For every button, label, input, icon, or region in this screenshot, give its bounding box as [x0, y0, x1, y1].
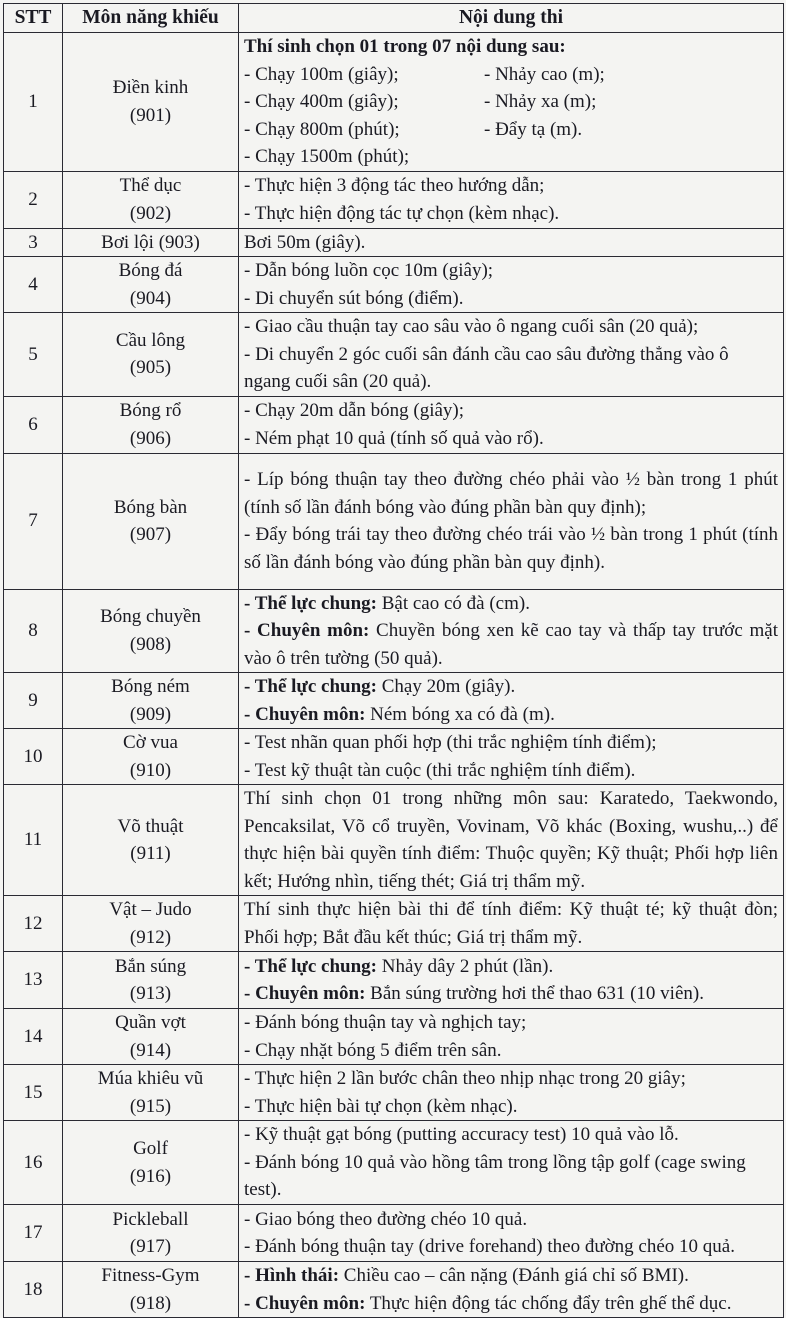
row-number: 12	[4, 896, 63, 952]
subject-name: Điền kinh	[112, 77, 189, 99]
subject-cell	[63, 257, 239, 313]
content-cell	[239, 1065, 784, 1121]
table-row	[4, 896, 784, 952]
row-number: 8	[4, 589, 63, 673]
row-number: 3	[4, 228, 63, 257]
content-line: - Líp bóng thuận tay theo đường chéo phải vào ½ bàn trong 1 phút (tính số lần đánh bóng vào đúng phần bàn quy định);	[244, 469, 778, 518]
content-cell	[239, 453, 784, 589]
subject-cell	[63, 896, 239, 952]
content-line: - Giao bóng theo đường chéo 10 quả.	[244, 1208, 528, 1230]
table-row	[4, 396, 784, 453]
content-line: - Đẩy bóng trái tay theo đường chéo trái vào ½ bàn trong 1 phút (tính số lần đánh bóng vào đúng phần bàn quy định).	[244, 524, 778, 573]
content-line: - Chạy 1500m (phút);	[244, 146, 410, 167]
subject-code: (914)	[129, 1039, 172, 1061]
content-cell	[239, 673, 784, 729]
content-cell	[239, 313, 784, 397]
content-text: Nhảy dây 2 phút (lần).	[376, 955, 554, 977]
table-row	[4, 1121, 784, 1205]
content-label: - Chuyên môn:	[244, 703, 366, 725]
subject-cell	[63, 1262, 239, 1318]
row-number: 5	[4, 313, 63, 397]
subject-cell	[63, 673, 239, 729]
content-text: Bật cao có đà (cm).	[376, 592, 530, 614]
content-line: - Chạy 100m (giây);	[244, 63, 399, 85]
row-number: 10	[4, 729, 63, 785]
subject-code: (905)	[129, 357, 172, 379]
subject-cell	[63, 729, 239, 785]
content-line	[244, 980, 778, 1008]
content-text: Chiều cao – cân nặng (Đánh giá chỉ số BMI).	[339, 1265, 689, 1286]
content-line: - Chạy 800m (phút);	[244, 118, 400, 140]
content-line: - Test kỹ thuật tàn cuộc (thi trắc nghiệm tính điểm).	[244, 759, 636, 781]
subject-name: Thể dục	[119, 175, 182, 196]
subject-cell	[63, 396, 239, 453]
row-number: 7	[4, 453, 63, 589]
table-row	[4, 313, 784, 397]
subject-cell	[63, 1009, 239, 1065]
content-line: - Test nhãn quan phối hợp (thi trắc nghiệm tính điểm);	[244, 732, 657, 753]
subject-cell	[63, 33, 239, 172]
content-line: - Giao cầu thuận tay cao sâu vào ô ngang cuối sân (20 quả);	[244, 316, 699, 337]
subject-cell	[63, 1205, 239, 1262]
table-row	[4, 453, 784, 589]
content-line: - Chạy nhặt bóng 5 điểm trên sân.	[244, 1039, 502, 1061]
header-stt: STT	[4, 4, 63, 33]
content-options	[244, 61, 778, 171]
content-line: - Nhảy xa (m);	[484, 91, 597, 112]
subject-cell	[63, 589, 239, 673]
content-text: Chuyền bóng xen kẽ cao tay và thấp tay trước mặt vào ô trên tường (50 quả).	[244, 620, 778, 669]
content-intro: Thí sinh chọn 01 trong 07 nội dung sau:	[244, 36, 566, 57]
subject-name: Vật – Judo	[109, 899, 192, 920]
table-row	[4, 673, 784, 729]
table-header-row	[4, 4, 784, 33]
subject-code: (915)	[129, 1095, 172, 1117]
subject-name: Pickleball	[112, 1208, 189, 1230]
content-text: Chạy 20m (giây).	[376, 676, 516, 697]
subject-name: Bóng ném	[111, 676, 190, 697]
subject-cell	[63, 453, 239, 589]
subject-cell	[63, 952, 239, 1009]
content-line: - Đánh bóng thuận tay (drive forehand) theo đường chéo 10 quả.	[244, 1236, 735, 1257]
subject-code: (911)	[130, 843, 171, 864]
subject-code: (904)	[129, 287, 172, 309]
content-line: - Đánh bóng thuận tay và nghịch tay;	[244, 1012, 527, 1033]
exam-content-table	[3, 3, 784, 1318]
content-cell	[239, 33, 784, 172]
content-line: - Thực hiện 2 lần bước chân theo nhịp nhạc trong 20 giây;	[244, 1068, 686, 1089]
content-line: - Thực hiện bài tự chọn (kèm nhạc).	[244, 1095, 518, 1117]
content-cell	[239, 589, 784, 673]
content-cell	[239, 1205, 784, 1262]
subject-code: (913)	[129, 983, 172, 1004]
content-line	[244, 673, 778, 701]
content-line: Thí sinh chọn 01 trong những môn sau: Karatedo, Taekwondo, Pencaksilat, Võ cổ truyền, Vovinam, Võ khác (Boxing, wushu,..) để thực hiện bài quyền tính điểm: Thuộc quyền; Kỹ thuật; Phối hợp liên kết; Hướng nhìn, tiếng thét; Giá trị thẩm mỹ.	[244, 788, 778, 892]
row-number: 1	[4, 33, 63, 172]
subject-code: (916)	[129, 1165, 172, 1187]
subject-cell	[63, 171, 239, 228]
row-number: 6	[4, 396, 63, 453]
content-line: Thí sinh thực hiện bài thi để tính điểm: Kỹ thuật té; kỹ thuật đòn; Phối hợp; Bắt đầu kết thúc; Giá trị thẩm mỹ.	[244, 899, 778, 948]
content-text: Bắn súng trường hơi thể thao 631 (10 viên).	[365, 983, 704, 1004]
subject-name: Bắn súng	[114, 955, 187, 977]
content-cell	[239, 396, 784, 453]
row-number: 14	[4, 1009, 63, 1065]
content-line: - Kỹ thuật gạt bóng (putting accuracy test) 10 quả vào lỗ.	[244, 1124, 679, 1146]
content-cell	[239, 952, 784, 1009]
subject-code: (918)	[129, 1292, 172, 1314]
content-line	[244, 1290, 778, 1318]
content-line: - Thực hiện 3 động tác theo hướng dẫn;	[244, 175, 545, 196]
content-line: Bơi 50m (giây).	[244, 231, 366, 253]
table-row	[4, 228, 784, 257]
content-cell	[239, 228, 784, 257]
table-row	[4, 785, 784, 896]
content-label: - Chuyên môn:	[244, 983, 366, 1004]
content-line: - Chạy 20m dẫn bóng (giây);	[244, 400, 465, 421]
content-line: - Dẫn bóng luồn cọc 10m (giây);	[244, 260, 494, 281]
content-line	[244, 1262, 778, 1290]
table-row	[4, 1205, 784, 1262]
content-cell	[239, 896, 784, 952]
table-row	[4, 1065, 784, 1121]
subject-code: (906)	[129, 427, 172, 449]
table-row	[4, 1262, 784, 1318]
header-content: Nội dung thi	[239, 4, 784, 33]
subject-cell	[63, 1065, 239, 1121]
subject-name: Múa khiêu vũ	[97, 1068, 204, 1089]
subject-name: Cờ vua	[123, 732, 178, 753]
content-line: - Ném phạt 10 quả (tính số quả vào rổ).	[244, 427, 544, 449]
content-cell	[239, 1121, 784, 1205]
content-label: - Thể lực chung:	[244, 676, 377, 697]
row-number: 13	[4, 952, 63, 1009]
row-number: 16	[4, 1121, 63, 1205]
row-number: 4	[4, 257, 63, 313]
table-row	[4, 589, 784, 673]
content-cell	[239, 1009, 784, 1065]
content-cell	[239, 171, 784, 228]
table-row	[4, 1009, 784, 1065]
subject-code: (917)	[129, 1236, 172, 1257]
content-cell	[239, 1262, 784, 1318]
content-text: Thực hiện động tác chống đẩy trên ghế thể dục.	[365, 1292, 732, 1314]
content-line: - Đánh bóng 10 quả vào hồng tâm trong lồng tập golf (cage swing test).	[244, 1151, 746, 1201]
subject-name: Golf	[133, 1138, 168, 1159]
content-label: - Hình thái:	[244, 1265, 340, 1286]
subject-name: Bóng chuyền	[100, 606, 201, 628]
subject-name: Bơi lội (903)	[101, 231, 200, 253]
table-row	[4, 952, 784, 1009]
content-line: - Nhảy cao (m);	[484, 63, 605, 85]
subject-name: Quần vợt	[115, 1012, 186, 1033]
content-line	[244, 701, 778, 729]
subject-cell	[63, 1121, 239, 1205]
subject-code: (910)	[129, 759, 172, 781]
subject-code: (912)	[129, 926, 172, 948]
content-line: - Thực hiện động tác tự chọn (kèm nhạc).	[244, 202, 560, 224]
content-text: Ném bóng xa có đà (m).	[365, 703, 555, 725]
subject-code: (901)	[129, 104, 172, 126]
table-row	[4, 33, 784, 172]
content-line: - Di chuyển sút bóng (điểm).	[244, 287, 464, 309]
content-line: - Chạy 400m (giây);	[244, 91, 399, 112]
row-number: 17	[4, 1205, 63, 1262]
content-label: - Chuyên môn:	[244, 1292, 366, 1314]
row-number: 2	[4, 171, 63, 228]
subject-name: Bóng đá	[118, 260, 183, 281]
content-cell	[239, 729, 784, 785]
subject-cell	[63, 313, 239, 397]
subject-code: (902)	[129, 202, 172, 224]
content-label: - Chuyên môn:	[244, 620, 370, 641]
subject-name: Cầu lông	[115, 329, 186, 351]
row-number: 11	[4, 785, 63, 896]
content-line	[244, 590, 778, 618]
subject-cell	[63, 785, 239, 896]
row-number: 9	[4, 673, 63, 729]
row-number: 18	[4, 1262, 63, 1318]
subject-cell	[63, 228, 239, 257]
content-label: - Thể lực chung:	[244, 955, 377, 977]
content-line	[244, 617, 778, 672]
subject-name: Fitness-Gym	[101, 1265, 200, 1286]
subject-code: (907)	[129, 524, 172, 545]
subject-name: Bóng rổ	[119, 400, 182, 421]
table-row	[4, 257, 784, 313]
subject-code: (909)	[129, 703, 172, 725]
table-row	[4, 171, 784, 228]
subject-name: Võ thuật	[117, 815, 184, 837]
content-line	[244, 953, 778, 981]
row-number: 15	[4, 1065, 63, 1121]
content-line: - Di chuyển 2 góc cuối sân đánh cầu cao sâu đường thẳng vào ô ngang cuối sân (20 quả).	[244, 343, 729, 392]
subject-name: Bóng bàn	[113, 496, 188, 518]
content-cell	[239, 785, 784, 896]
table-row	[4, 729, 784, 785]
header-subject: Môn năng khiếu	[63, 4, 239, 33]
content-label: - Thể lực chung:	[244, 592, 377, 614]
subject-code: (908)	[129, 633, 172, 655]
content-cell	[239, 257, 784, 313]
content-line: - Đẩy tạ (m).	[484, 118, 583, 140]
